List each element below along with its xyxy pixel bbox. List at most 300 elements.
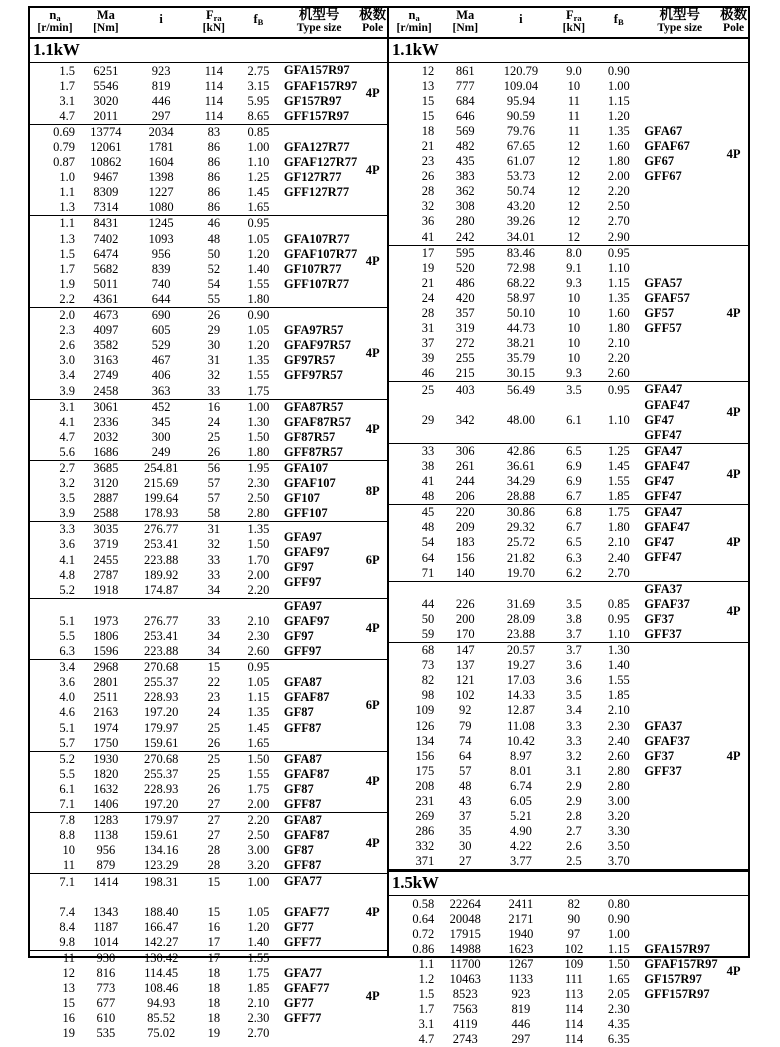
cell-fb: 1.35 [247,705,270,720]
table-row [30,599,280,614]
type-group [30,63,387,124]
table-row [389,154,640,169]
cell-i: 11.08 [507,718,535,733]
table-row [30,277,280,292]
type-size-label [644,794,719,809]
cell-ma: 1414 [93,874,119,889]
cell-ma: 255 [455,351,475,366]
table-row [30,537,280,552]
table-row [30,216,280,231]
cell-fb: 1.45 [607,458,630,473]
cell-fb: 1.05 [247,675,270,690]
type-size-label [644,109,719,124]
type-size-label: GFAF87 [283,766,330,781]
table-column-left [30,7,389,1041]
cell-i: 223.88 [143,644,179,659]
table-row [389,321,640,336]
cell-na: 36 [421,214,435,229]
cell-fra: 3.6 [566,658,582,673]
cell-fb: 5.95 [247,93,270,108]
type-size-list [280,660,358,751]
cell-fra: 6.3 [566,550,582,565]
table-row [389,764,640,779]
cell-fra: 3.7 [566,643,582,658]
table-row [30,629,280,644]
cell-na: 16 [62,1011,75,1026]
cell-i: 56.49 [506,382,535,397]
cell-fra: 33 [207,383,221,398]
type-size-label: GFA37 [644,718,683,733]
cell-i: 345 [151,414,171,429]
cell-fra: 15 [207,874,221,889]
cell-ma: 209 [455,520,475,535]
pole-label: 4P [726,748,741,763]
cell-na: 32 [421,199,435,214]
type-size-label: GF47 [644,474,675,489]
group-data-rows [389,246,640,382]
cell-fb: 2.60 [607,366,630,381]
type-size-label [644,246,719,261]
cell-i: 50.74 [506,184,535,199]
table-row [30,445,280,460]
cell-i: 85.52 [147,1011,176,1026]
group-data-rows [30,461,280,521]
cell-na: 10 [62,843,75,858]
cell-na: 44 [421,596,435,611]
type-size-label: GFF67 [644,169,682,184]
cell-i: 10.42 [506,733,535,748]
type-size-label [284,890,358,905]
cell-na: 13 [421,78,435,93]
cell-i: 109.04 [503,78,539,93]
table-row [30,383,280,398]
cell-fb: 2.50 [247,491,270,506]
cell-ma: 1014 [93,934,119,949]
cell-na: 1.3 [59,200,75,215]
cell-i: 130.42 [143,950,179,965]
cell-i: 1245 [148,216,174,231]
table-row [30,461,280,476]
table-row [389,413,640,428]
type-size-label: GFA87 [283,751,322,766]
cell-na: 5.2 [59,582,75,597]
cell-na: 5.1 [59,720,75,735]
table-row [30,568,280,583]
cell-na: 1.7 [59,261,75,276]
cell-na: 6.3 [59,644,75,659]
table-row [30,552,280,567]
type-size-label: GFAF57 [644,290,690,305]
cell-i: 446 [151,93,171,108]
cell-na: 3.2 [59,476,75,491]
table-row [30,94,280,109]
cell-na: 2.0 [59,308,75,323]
group-data-rows [389,444,640,504]
cell-fra: 10 [567,351,581,366]
table-row [30,1026,280,1041]
table-row [389,824,640,839]
table-row [389,942,640,957]
cell-na: 109 [415,703,435,718]
cell-fra: 56 [207,460,221,475]
cell-na: 3.9 [59,383,75,398]
cell-na: 0.87 [53,155,75,170]
cell-i: 108.46 [143,981,179,996]
cell-fb: 1.10 [247,155,270,170]
cell-fra: 86 [207,140,221,154]
cell-fb: 1.05 [247,323,270,338]
cell-ma: 1283 [93,813,119,828]
cell-fb: 1.80 [247,444,270,459]
type-size-label [644,927,719,942]
table-row [389,627,640,642]
cell-ma: 2749 [93,368,119,383]
cell-fra: 114 [204,63,224,78]
cell-i: 255.37 [143,766,179,781]
type-group [30,400,387,461]
type-size-label [644,1017,719,1032]
cell-fra: 6.9 [566,474,582,489]
cell-ma: 242 [455,229,475,244]
cell-i: 174.87 [143,582,179,597]
cell-na: 9.8 [59,934,75,949]
cell-ma: 1632 [93,781,119,796]
type-size-label: GF47 [644,535,675,550]
table-header-left [30,8,387,39]
cell-i: 1093 [148,231,174,246]
cell-fb: 2.05 [607,987,630,1002]
cell-fb: 1.10 [607,260,630,275]
cell-na: 45 [421,505,435,520]
cell-i: 75.02 [147,1026,176,1041]
cell-ma: 5011 [93,276,119,291]
type-size-label: GF107 [283,491,320,506]
type-size-list [280,125,358,216]
cell-ma: 43 [459,794,472,809]
type-size-label [284,308,358,323]
type-size-label [644,896,719,911]
type-size-label: GFAF47 [644,520,690,535]
cell-fb: 1.75 [247,966,270,981]
type-size-label: GFA67 [644,123,683,138]
cell-ma: 121 [455,673,475,688]
cell-fra: 6.1 [566,412,582,427]
cell-fb: 0.90 [247,308,270,323]
type-size-label [644,199,719,214]
type-size-label: GFA87 [283,813,322,828]
cell-ma: 7563 [452,1002,478,1017]
cell-fb: 1.45 [247,720,270,735]
cell-ma: 2968 [93,660,119,675]
type-size-label [284,216,358,231]
type-size-list [640,896,719,1047]
type-size-list [280,461,358,521]
cell-i: 1227 [148,185,174,200]
cell-i: 215.69 [143,476,179,491]
pole-label: 4P [365,774,380,789]
cell-fra: 97 [567,926,581,941]
table-row [30,338,280,353]
type-size-label: GFAF77 [283,981,330,996]
type-size-label: GFA37 [644,581,683,596]
cell-ma: 2163 [93,705,119,720]
pole-label: 4P [365,162,380,177]
group-data-rows [30,951,280,1042]
type-size-label: GFF127R77 [283,185,350,200]
cell-na: 15 [421,108,435,123]
cell-i: 197.20 [143,797,179,812]
cell-ma: 610 [96,1011,116,1026]
type-size-label: GFF87 [283,796,322,811]
cell-i: 8.97 [509,748,532,763]
type-size-label [644,214,719,229]
cell-na: 5.7 [59,735,75,750]
cell-fra: 3.5 [566,596,582,611]
cell-na: 38 [421,458,435,473]
table-row [30,644,280,659]
cell-ma: 4119 [452,1017,478,1032]
cell-ma: 5682 [93,261,119,276]
cell-na: 4.7 [59,108,75,123]
cell-ma: 11700 [449,956,481,971]
cell-na: 4.1 [59,414,75,429]
group-data-rows [30,660,280,751]
cell-i: 42.86 [506,443,535,458]
cell-i: 30.86 [506,505,535,520]
cell-fb [597,398,640,413]
cell-na: 286 [415,824,435,839]
cell-i: 300 [151,429,171,444]
type-size-label [644,336,719,351]
cell-fra: 86 [207,155,221,170]
table-body-left [30,63,387,1041]
cell-ma: 362 [455,184,475,199]
cell-i: 38.21 [506,336,535,351]
cell-ma: 569 [455,123,475,138]
type-size-label: GF57 [644,305,675,320]
cell-fra: 6.5 [566,443,582,458]
table-row [389,444,640,459]
cell-na: 4.0 [59,690,75,705]
type-size-list [280,951,358,1042]
cell-fra: 90 [567,911,581,926]
cell-na: 7.4 [59,904,75,919]
table-row [389,428,640,443]
cell-i: 35.79 [506,351,535,366]
cell-na [389,428,439,443]
cell-ma: 57 [459,763,472,778]
cell-i [491,428,550,443]
cell-ma: 1686 [93,444,119,459]
cell-fb: 2.00 [247,567,270,582]
cell-na: 46 [421,366,435,381]
type-size-list [640,444,719,504]
table-row [389,719,640,734]
cell-fb: 1.50 [247,429,270,444]
cell-na: 1.5 [59,246,75,261]
type-size-label: GFF47 [644,489,682,504]
cell-fb: 1.85 [247,981,270,996]
table-row [389,896,640,911]
cell-na: 0.64 [412,911,435,926]
group-data-rows [30,522,280,597]
cell-i: 228.93 [143,781,179,796]
type-size-label [644,566,719,581]
table-row [30,614,280,629]
cell-na: 1.1 [418,956,435,971]
cell-fra: 9.3 [566,275,582,290]
cell-fb: 1.65 [607,971,630,986]
cell-ma: 48 [459,778,472,793]
group-data-rows [389,896,640,1047]
cell-ma: 6474 [93,246,119,261]
cell-ma: 342 [455,412,475,427]
cell-fb: 1.00 [247,874,270,889]
cell-fb: 1.60 [607,306,630,321]
cell-fb: 0.95 [247,216,270,231]
type-size-label: GFAF87 [283,690,330,705]
cell-fb: 2.10 [247,613,270,628]
cell-fb: 1.10 [607,412,630,427]
cell-fb: 2.70 [247,1026,270,1041]
cell-ma: 30 [459,839,472,854]
table-row [30,155,280,170]
cell-i: 276.77 [143,613,179,628]
cell-fra: 114 [204,93,224,108]
header-fb: $f_B$ [253,12,264,28]
cell-ma: 420 [455,290,475,305]
cell-na: 82 [421,673,435,688]
table-row [30,109,280,124]
cell-ma [439,398,491,413]
table-row [389,927,640,942]
cell-ma: 8309 [93,185,119,200]
cell-ma: 4673 [93,308,119,323]
cell-fra: 109 [564,956,584,971]
table-row [30,797,280,812]
cell-na: 5.6 [59,444,75,459]
cell-na: 37 [421,336,435,351]
cell-ma: 215 [455,366,475,381]
cell-ma: 12061 [90,140,122,154]
type-size-label: GF157R97 [283,93,342,108]
cell-ma: 2336 [93,414,119,429]
cell-ma: 2588 [93,506,119,521]
cell-fb: 1.40 [247,934,270,949]
cell-fb: 1.30 [247,414,270,429]
cell-fra: 25 [207,766,221,781]
cell-fra: 9.0 [566,63,582,78]
cell-i: 68.22 [506,275,535,290]
cell-fb: 2.40 [607,733,630,748]
power-section-label: 1.5kW [389,870,748,896]
cell-ma: 79 [459,718,472,733]
type-size-label: GFAF77 [283,904,330,919]
table-row [30,951,280,966]
type-group [30,660,387,752]
table-row [30,752,280,767]
cell-fb: 2.80 [247,506,270,521]
cell-ma: 1973 [93,613,119,628]
cell-fra: 26 [207,735,221,750]
cell-fra: 24 [207,705,221,720]
table-row [30,292,280,307]
table-row [30,262,280,277]
type-group [30,461,387,522]
cell-ma: 646 [455,108,475,123]
cell-na: 0.72 [412,926,435,941]
type-size-label [284,292,358,307]
cell-fb: 2.10 [607,535,630,550]
cell-na: 41 [421,474,435,489]
cell-fb: 3.50 [607,839,630,854]
cell-na: 13 [62,981,75,996]
cell-fb: 1.25 [607,443,630,458]
cell-fra: 2.5 [566,854,582,869]
cell-ma: 14988 [449,941,481,956]
type-size-label: GF97 [283,628,314,643]
cell-na [389,582,439,597]
type-size-label [644,703,719,718]
cell-na: 11 [62,858,75,873]
cell-fra: 10 [567,290,581,305]
table-row [389,749,640,764]
type-size-label: GFF87R57 [283,444,343,459]
cell-fb: 1.20 [607,108,630,123]
table-row [30,63,280,78]
table-row [389,957,640,972]
cell-na: 1.2 [418,971,435,986]
table-row [389,230,640,245]
cell-na: 3.1 [418,1017,435,1032]
cell-i: 179.97 [143,720,179,735]
cell-na: 3.9 [59,506,75,521]
cell-na: 0.86 [412,941,435,956]
cell-fb: 1.35 [607,290,630,305]
cell-fra: 16 [207,919,221,934]
table-row [389,912,640,927]
cell-ma: 1343 [93,904,119,919]
cell-fb: 1.55 [247,950,270,965]
type-size-label [644,366,719,381]
cell-fb: 1.50 [247,537,270,552]
cell-ma: 1806 [93,629,119,643]
cell-na: 31 [421,321,435,336]
cell-na: 18 [421,123,435,138]
cell-na [30,599,80,614]
type-group [30,874,387,950]
type-size-list [640,505,719,580]
cell-ma: 308 [455,199,475,214]
cell-fb: 1.75 [607,505,630,520]
cell-i: 452 [151,399,171,414]
cell-fb: 6.35 [607,1032,630,1047]
cell-i: 48.00 [506,412,535,427]
cell-ma: 520 [455,260,475,275]
cell-fra: 24 [207,414,221,429]
cell-fb: 2.10 [247,996,270,1011]
cell-ma: 13774 [90,124,122,139]
cell-fra: 111 [565,971,583,986]
cell-fb: 2.90 [607,229,630,244]
cell-na: 1.1 [59,185,75,200]
cell-i: 198.31 [143,874,179,889]
cell-ma: 280 [455,214,475,229]
cell-fb [597,428,640,443]
cell-fb: 1.80 [607,321,630,336]
cell-na: 371 [415,854,435,869]
type-size-list [640,643,719,869]
